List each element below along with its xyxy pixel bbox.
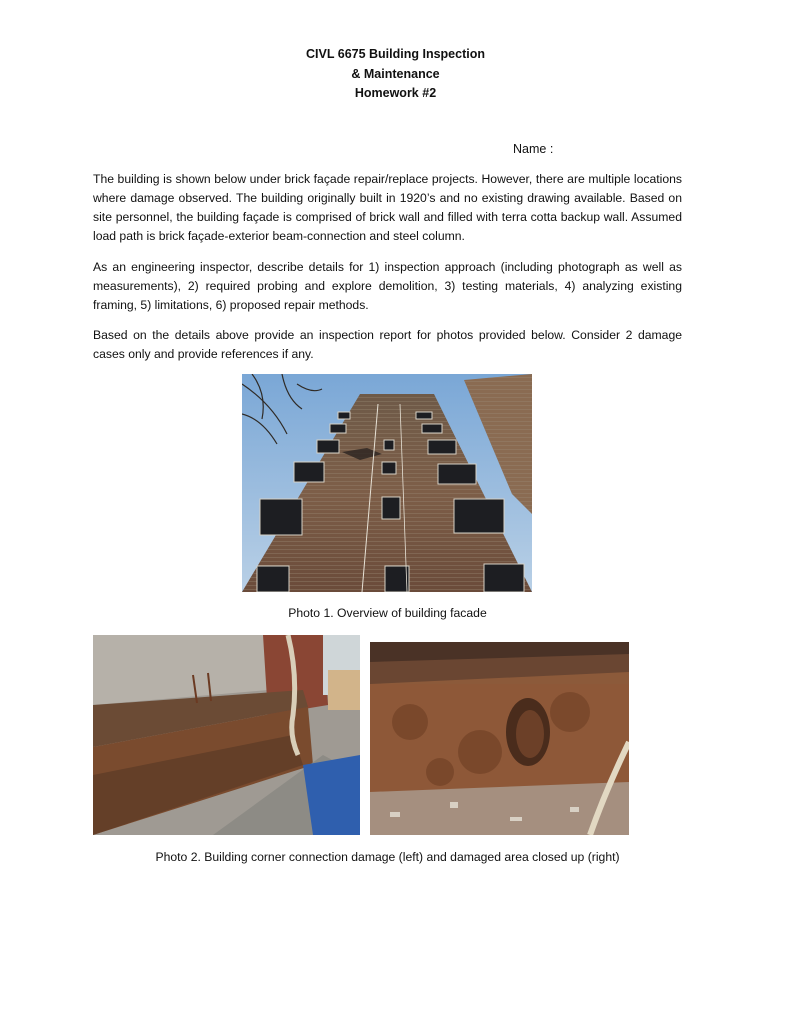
title-line-subject: & Maintenance [351,66,440,81]
title-line-course: CIVL 6675 Building Inspection [306,47,485,61]
photo-building-facade [242,374,532,592]
photo-damage-closeup [370,642,629,835]
paragraph-requirements: As an engineering inspector, describe details for 1) inspection approach (including photograph as well as measurements), 2) required probing and explore demolition, 3) testing materials, 4) analyzing existing framing, 5) limitations, 6) proposed repair methods. [93,260,682,312]
photo1-caption: Photo 1. Overview of building facade [288,606,487,620]
paragraph-background: The building is shown below under brick façade repair/replace projects. However, there are multiple locations where damage observed. The building originally built in 1920’s and no existing drawing available. Based on site personnel, the building façade is comprised of brick wall and filled with terra cotta backup wall. Assumed load path is brick façade-exterior beam-connection and steel column. [93,172,682,243]
paragraph-instructions: Based on the details above provide an inspection report for photos provided below. Consider 2 damage cases only and provide references if any. [93,328,682,361]
name-label: Name : [513,142,554,156]
photo2-caption: Photo 2. Building corner connection damage (left) and damaged area closed up (right) [155,850,620,864]
document-title [0,45,791,104]
photo-connection-damage [93,635,360,835]
title-line-homework: Homework #2 [354,86,437,100]
